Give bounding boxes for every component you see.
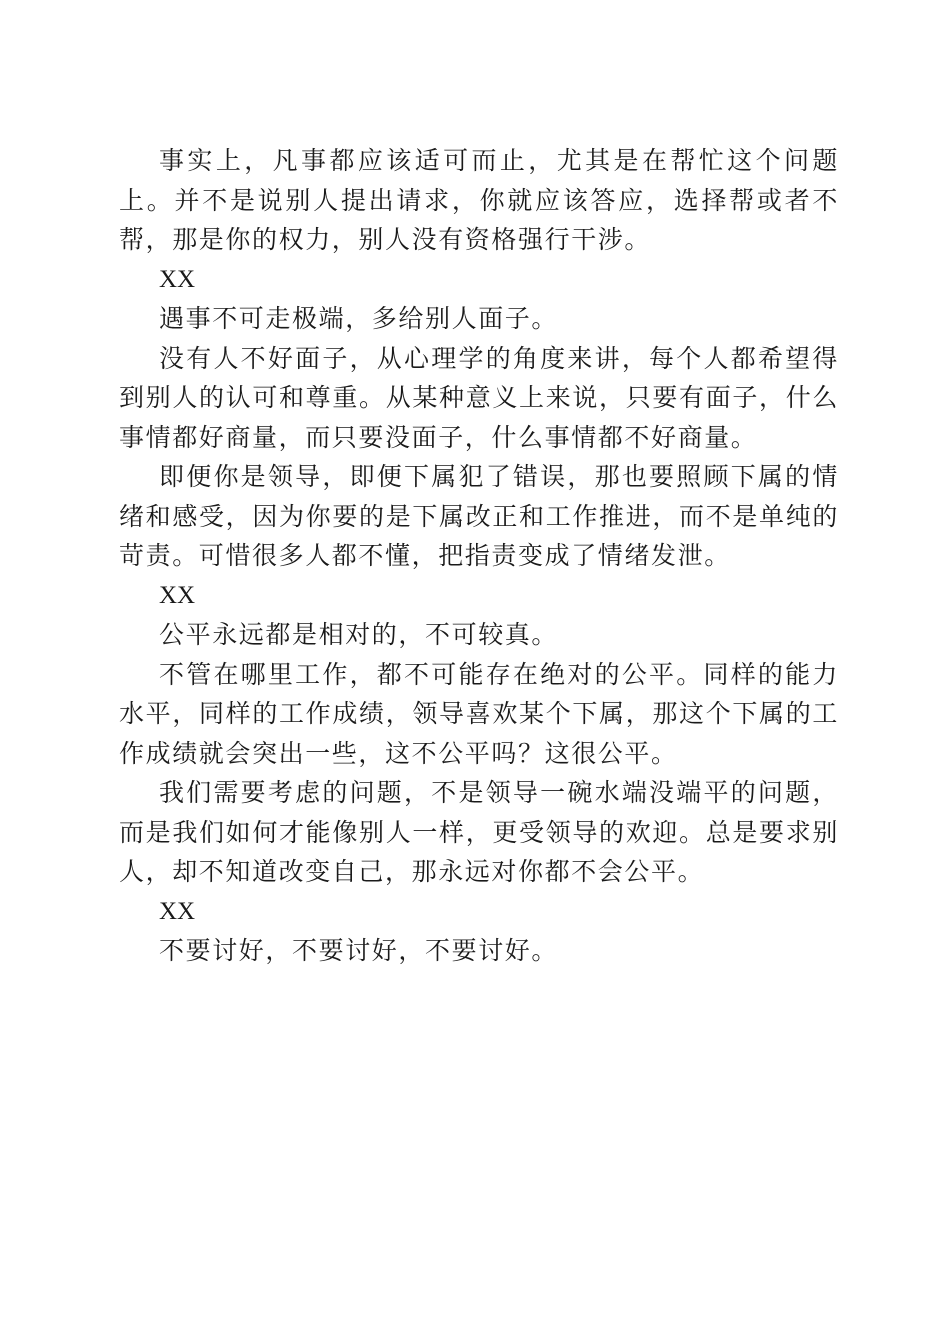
paragraph-fairness-heading: 公平永远都是相对的，不可较真。 [159, 620, 559, 649]
paragraph-leader-feelings: 即便你是领导，即便下属犯了错误，那也要照顾下属的情绪和感受，因为你要的是下属改正和工作推进，而不是单纯的苛责。可惜很多人都不懂，把指责变成了情绪发泄。 [119, 462, 839, 570]
paragraph-no-pleasing: 不要讨好，不要讨好，不要讨好。 [159, 936, 559, 965]
paragraph-fairness-reflection: 我们需要考虑的问题，不是领导一碗水端没端平的问题，而是我们如何才能像别人一样，更受领导的欢迎。总是要求别人，却不知道改变自己，那永远对你都不会公平。 [119, 778, 839, 886]
section-marker: XX [159, 581, 196, 609]
section-marker: XX [159, 897, 196, 925]
document-body [119, 141, 839, 971]
paragraph-fairness-work: 不管在哪里工作，都不可能存在绝对的公平。同样的能力水平，同样的工作成绩，领导喜欢某个下属，那这个下属的工作成绩就会突出一些，这不公平吗？这很公平。 [119, 659, 839, 768]
paragraph-helping-limits: 事实上，凡事都应该适可而止，尤其是在帮忙这个问题上。并不是说别人提出请求，你就应该答应，选择帮或者不帮，那是你的权力，别人没有资格强行干涉。 [119, 146, 839, 254]
paragraph-face-psychology: 没有人不好面子，从心理学的角度来讲，每个人都希望得到别人的认可和尊重。从某种意义上来说，只要有面子，什么事情都好商量，而只要没面子，什么事情都不好商量。 [119, 343, 839, 452]
section-marker: XX [159, 265, 196, 293]
paragraph-face-heading: 遇事不可走极端，多给别人面子。 [159, 304, 559, 333]
